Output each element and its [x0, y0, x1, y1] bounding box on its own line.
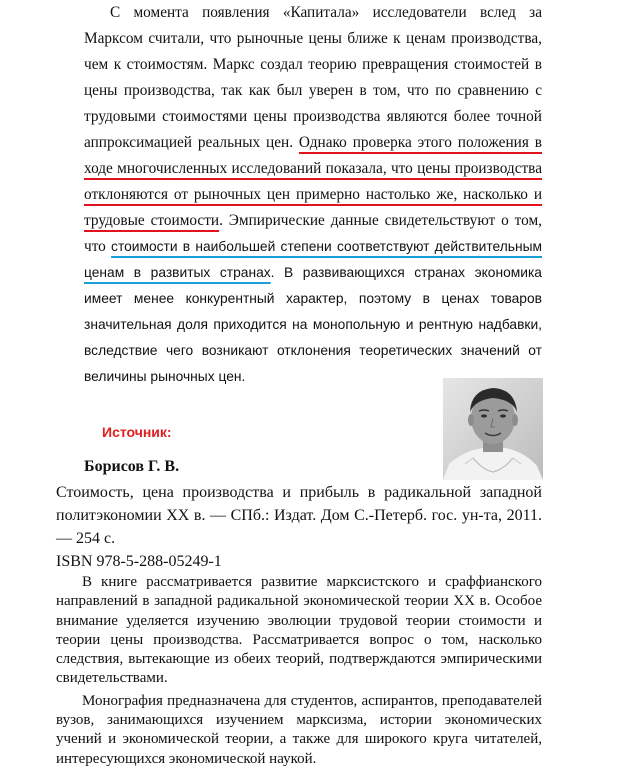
source-label: Источник: [102, 424, 172, 440]
indent [84, 4, 110, 21]
text-segment-3: . В развивающихся странах экономика имеет менее конкурентный характер, поэтому в ценах товаров значительная доля приходится на монопольную и рентную надбавки, вследствие чего возникают отклонения теоретических значений от величины рыночных цен. [84, 265, 542, 384]
text-segment-2: . Эмпирические данные свидетельствуют о том, что [84, 212, 542, 255]
main-paragraph [84, 0, 542, 390]
author-photo [443, 378, 543, 480]
author-portrait-image [443, 378, 543, 480]
book-author: Борисов Г. В. [84, 458, 180, 475]
annotation-paragraph-1: В книге рассматривается развитие марксистского и сраффианского направлений в западной радикальной экономической теории XX в. Особое внимание уделяется изучению эволюции трудовой теории стоимости и теории цены производства. Рассматривается вопрос о том, насколько следствия, вытекающие из обеих теорий, подтверждаются эмпирическими свидетельствами. [56, 574, 542, 687]
book-isbn: ISBN 978-5-288-05249-1 [56, 553, 222, 570]
red-underlined-passage: Однако проверка этого положения в ходе многочисленных исследований показала, что цены производства отклоняются от рыночных цен примерно настолько же, насколько и трудовые стоимости [84, 134, 542, 229]
annotation-paragraph-2: Монография предназначена для студентов, аспирантов, преподавателей вузов, занимающихся изучением марксизма, истории экономических учений и экономической теории, а также для широкого круга читателей, интересующихся экономической наукой. [56, 692, 542, 767]
blue-underlined-passage: стоимости в наибольшей степени соответствуют действительным ценам в развитых странах [84, 239, 542, 280]
bibliographic-record [56, 481, 542, 573]
book-annotation [56, 573, 542, 772]
book-title-imprint: Стоимость, цена производства и прибыль в радикальной западной политэкономии XX в. — СПб.: Издат. Дом С.-Петерб. гос. ун-та, 2011. — 254 с. [56, 484, 542, 547]
text-segment-1: С момента появления «Капитала» исследователи вслед за Марксом считали, что рыночные цены ближе к ценам производства, чем к стоимостям. Маркс создал теорию превращения стоимостей в цены производства, так как был уверен в том, что по сравнению с трудовыми стоимостями цены производства являются более точной аппроксимацией реальных цен. [84, 4, 542, 151]
